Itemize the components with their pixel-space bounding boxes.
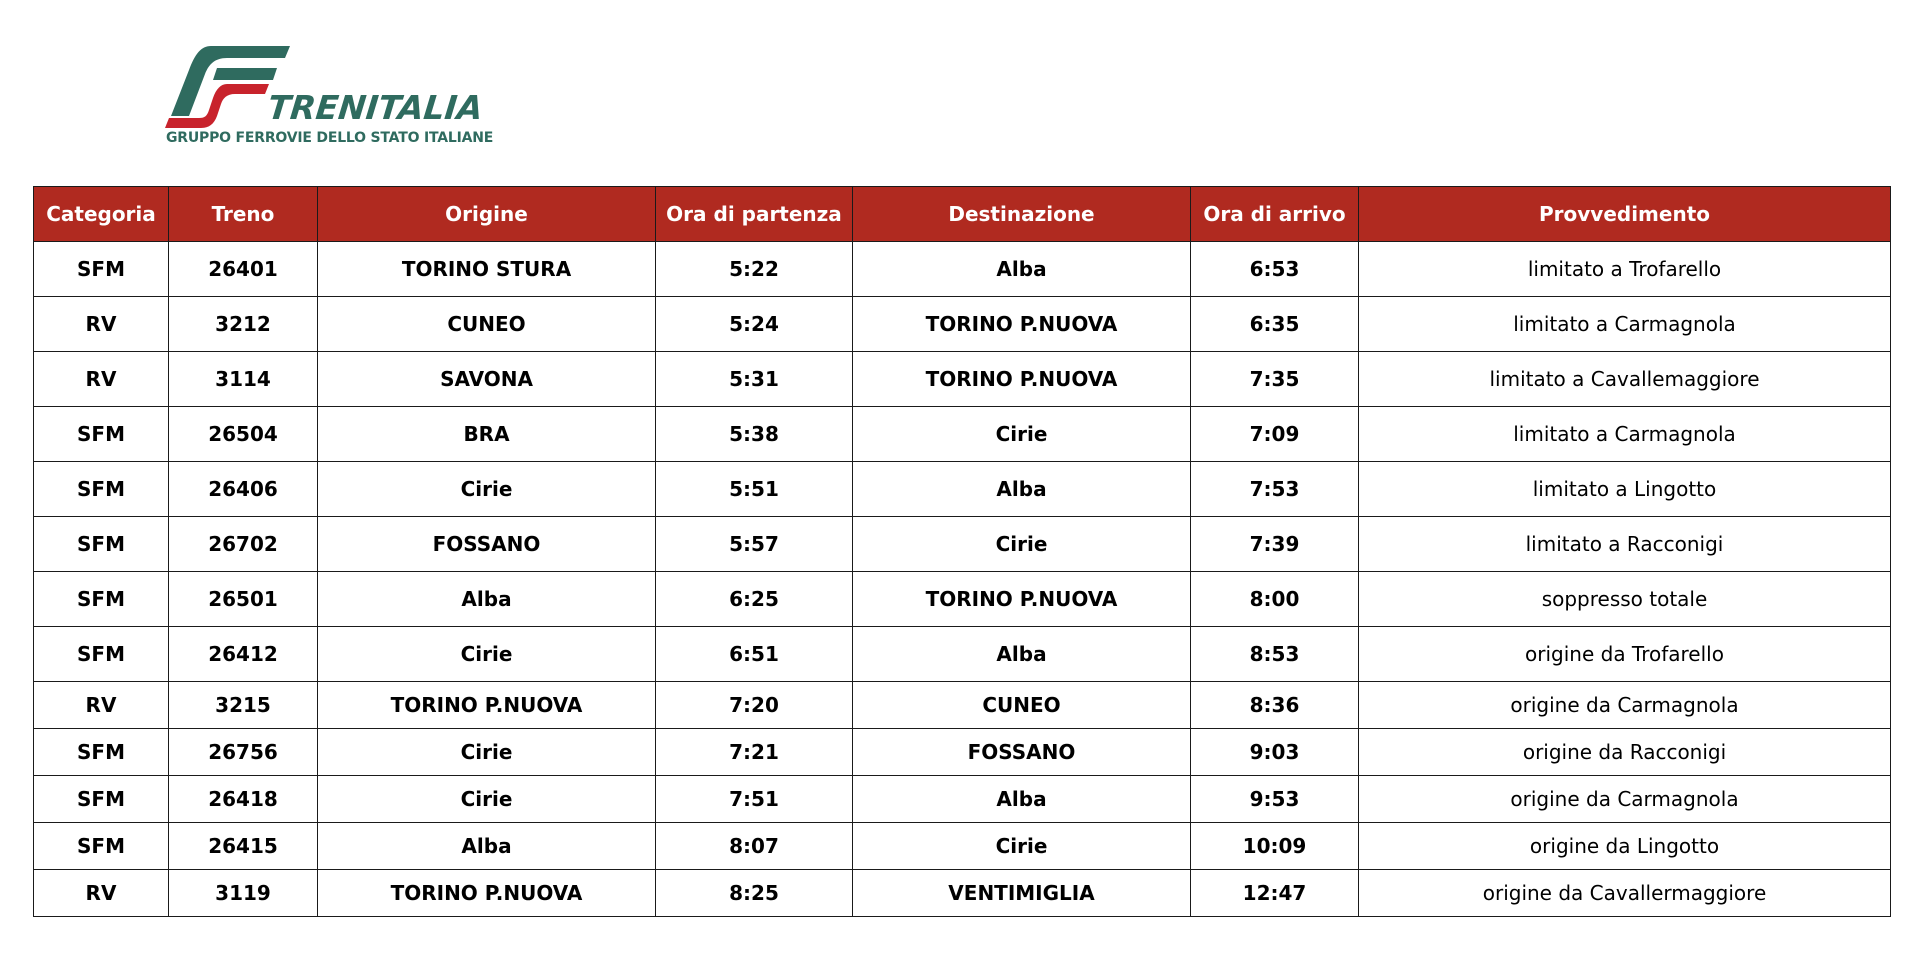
cell-ora-partenza: 5:22 <box>656 242 853 297</box>
cell-treno: 26418 <box>169 776 318 823</box>
cell-origine: Alba <box>318 572 656 627</box>
cell-ora-arrivo: 7:35 <box>1191 352 1359 407</box>
cell-ora-partenza: 6:25 <box>656 572 853 627</box>
cell-origine: TORINO P.NUOVA <box>318 682 656 729</box>
cell-ora-partenza: 8:07 <box>656 823 853 870</box>
cell-origine: BRA <box>318 407 656 462</box>
cell-origine: SAVONA <box>318 352 656 407</box>
cell-destinazione: Alba <box>853 242 1191 297</box>
cell-destinazione: Cirie <box>853 823 1191 870</box>
header-ora-arrivo: Ora di arrivo <box>1191 187 1359 242</box>
table-row <box>34 462 1891 517</box>
cell-destinazione: TORINO P.NUOVA <box>853 572 1191 627</box>
cell-origine: CUNEO <box>318 297 656 352</box>
table-row <box>34 776 1891 823</box>
cell-treno: 3119 <box>169 870 318 917</box>
cell-ora-arrivo: 8:00 <box>1191 572 1359 627</box>
cell-destinazione: CUNEO <box>853 682 1191 729</box>
cell-origine: Cirie <box>318 729 656 776</box>
cell-destinazione: TORINO P.NUOVA <box>853 352 1191 407</box>
cell-provvedimento: limitato a Trofarello <box>1359 242 1891 297</box>
cell-categoria: RV <box>34 352 169 407</box>
cell-destinazione: Alba <box>853 627 1191 682</box>
cell-treno: 26412 <box>169 627 318 682</box>
cell-provvedimento: origine da Cavallermaggiore <box>1359 870 1891 917</box>
cell-categoria: SFM <box>34 407 169 462</box>
trenitalia-logo <box>165 44 510 154</box>
cell-categoria: RV <box>34 297 169 352</box>
table-row <box>34 682 1891 729</box>
cell-treno: 3114 <box>169 352 318 407</box>
cell-categoria: SFM <box>34 517 169 572</box>
cell-treno: 26401 <box>169 242 318 297</box>
cell-treno: 26702 <box>169 517 318 572</box>
cell-categoria: SFM <box>34 627 169 682</box>
cell-ora-partenza: 5:31 <box>656 352 853 407</box>
table-row <box>34 627 1891 682</box>
cell-ora-arrivo: 7:39 <box>1191 517 1359 572</box>
table-row <box>34 517 1891 572</box>
header-origine: Origine <box>318 187 656 242</box>
header-destinazione: Destinazione <box>853 187 1191 242</box>
cell-provvedimento: limitato a Lingotto <box>1359 462 1891 517</box>
cell-destinazione: Cirie <box>853 407 1191 462</box>
cell-origine: TORINO STURA <box>318 242 656 297</box>
cell-treno: 26501 <box>169 572 318 627</box>
table-row <box>34 729 1891 776</box>
cell-treno: 26756 <box>169 729 318 776</box>
table-row <box>34 870 1891 917</box>
cell-destinazione: Alba <box>853 462 1191 517</box>
cell-ora-partenza: 7:20 <box>656 682 853 729</box>
cell-origine: Cirie <box>318 776 656 823</box>
table-row <box>34 407 1891 462</box>
cell-ora-partenza: 7:21 <box>656 729 853 776</box>
cell-provvedimento: origine da Trofarello <box>1359 627 1891 682</box>
cell-destinazione: Cirie <box>853 517 1191 572</box>
cell-categoria: SFM <box>34 462 169 517</box>
cell-origine: Cirie <box>318 462 656 517</box>
cell-origine: Alba <box>318 823 656 870</box>
cell-ora-partenza: 6:51 <box>656 627 853 682</box>
header-ora-partenza: Ora di partenza <box>656 187 853 242</box>
header-provvedimento: Provvedimento <box>1359 187 1891 242</box>
cell-ora-arrivo: 6:53 <box>1191 242 1359 297</box>
cell-treno: 26415 <box>169 823 318 870</box>
cell-treno: 26504 <box>169 407 318 462</box>
cell-ora-arrivo: 12:47 <box>1191 870 1359 917</box>
cell-destinazione: TORINO P.NUOVA <box>853 297 1191 352</box>
table-row <box>34 572 1891 627</box>
cell-provvedimento: origine da Racconigi <box>1359 729 1891 776</box>
cell-ora-arrivo: 9:53 <box>1191 776 1359 823</box>
cell-provvedimento: limitato a Carmagnola <box>1359 297 1891 352</box>
cell-ora-arrivo: 9:03 <box>1191 729 1359 776</box>
cell-ora-partenza: 5:24 <box>656 297 853 352</box>
cell-provvedimento: origine da Carmagnola <box>1359 776 1891 823</box>
header-categoria: Categoria <box>34 187 169 242</box>
cell-origine: FOSSANO <box>318 517 656 572</box>
cell-destinazione: Alba <box>853 776 1191 823</box>
cell-provvedimento: origine da Carmagnola <box>1359 682 1891 729</box>
cell-ora-partenza: 5:51 <box>656 462 853 517</box>
cell-categoria: SFM <box>34 776 169 823</box>
cell-treno: 3215 <box>169 682 318 729</box>
cell-destinazione: FOSSANO <box>853 729 1191 776</box>
cell-categoria: SFM <box>34 823 169 870</box>
cell-ora-partenza: 5:57 <box>656 517 853 572</box>
cell-provvedimento: soppresso totale <box>1359 572 1891 627</box>
cell-destinazione: VENTIMIGLIA <box>853 870 1191 917</box>
cell-ora-arrivo: 10:09 <box>1191 823 1359 870</box>
schedule-table <box>33 186 1891 917</box>
cell-ora-arrivo: 8:53 <box>1191 627 1359 682</box>
cell-ora-arrivo: 7:53 <box>1191 462 1359 517</box>
cell-ora-arrivo: 8:36 <box>1191 682 1359 729</box>
cell-ora-partenza: 7:51 <box>656 776 853 823</box>
cell-provvedimento: limitato a Racconigi <box>1359 517 1891 572</box>
cell-treno: 3212 <box>169 297 318 352</box>
cell-categoria: RV <box>34 682 169 729</box>
table-row <box>34 297 1891 352</box>
header-row <box>34 187 1891 242</box>
table-row <box>34 242 1891 297</box>
cell-origine: TORINO P.NUOVA <box>318 870 656 917</box>
cell-provvedimento: limitato a Cavallemaggiore <box>1359 352 1891 407</box>
cell-origine: Cirie <box>318 627 656 682</box>
cell-provvedimento: origine da Lingotto <box>1359 823 1891 870</box>
cell-categoria: SFM <box>34 729 169 776</box>
brand-name: TRENITALIA <box>265 88 485 127</box>
cell-ora-arrivo: 7:09 <box>1191 407 1359 462</box>
table-row <box>34 352 1891 407</box>
cell-provvedimento: limitato a Carmagnola <box>1359 407 1891 462</box>
brand-subtitle: GRUPPO FERROVIE DELLO STATO ITALIANE <box>166 130 494 146</box>
cell-categoria: SFM <box>34 242 169 297</box>
cell-ora-partenza: 5:38 <box>656 407 853 462</box>
cell-ora-arrivo: 6:35 <box>1191 297 1359 352</box>
cell-treno: 26406 <box>169 462 318 517</box>
cell-categoria: SFM <box>34 572 169 627</box>
header-treno: Treno <box>169 187 318 242</box>
cell-categoria: RV <box>34 870 169 917</box>
cell-ora-partenza: 8:25 <box>656 870 853 917</box>
table-row <box>34 823 1891 870</box>
